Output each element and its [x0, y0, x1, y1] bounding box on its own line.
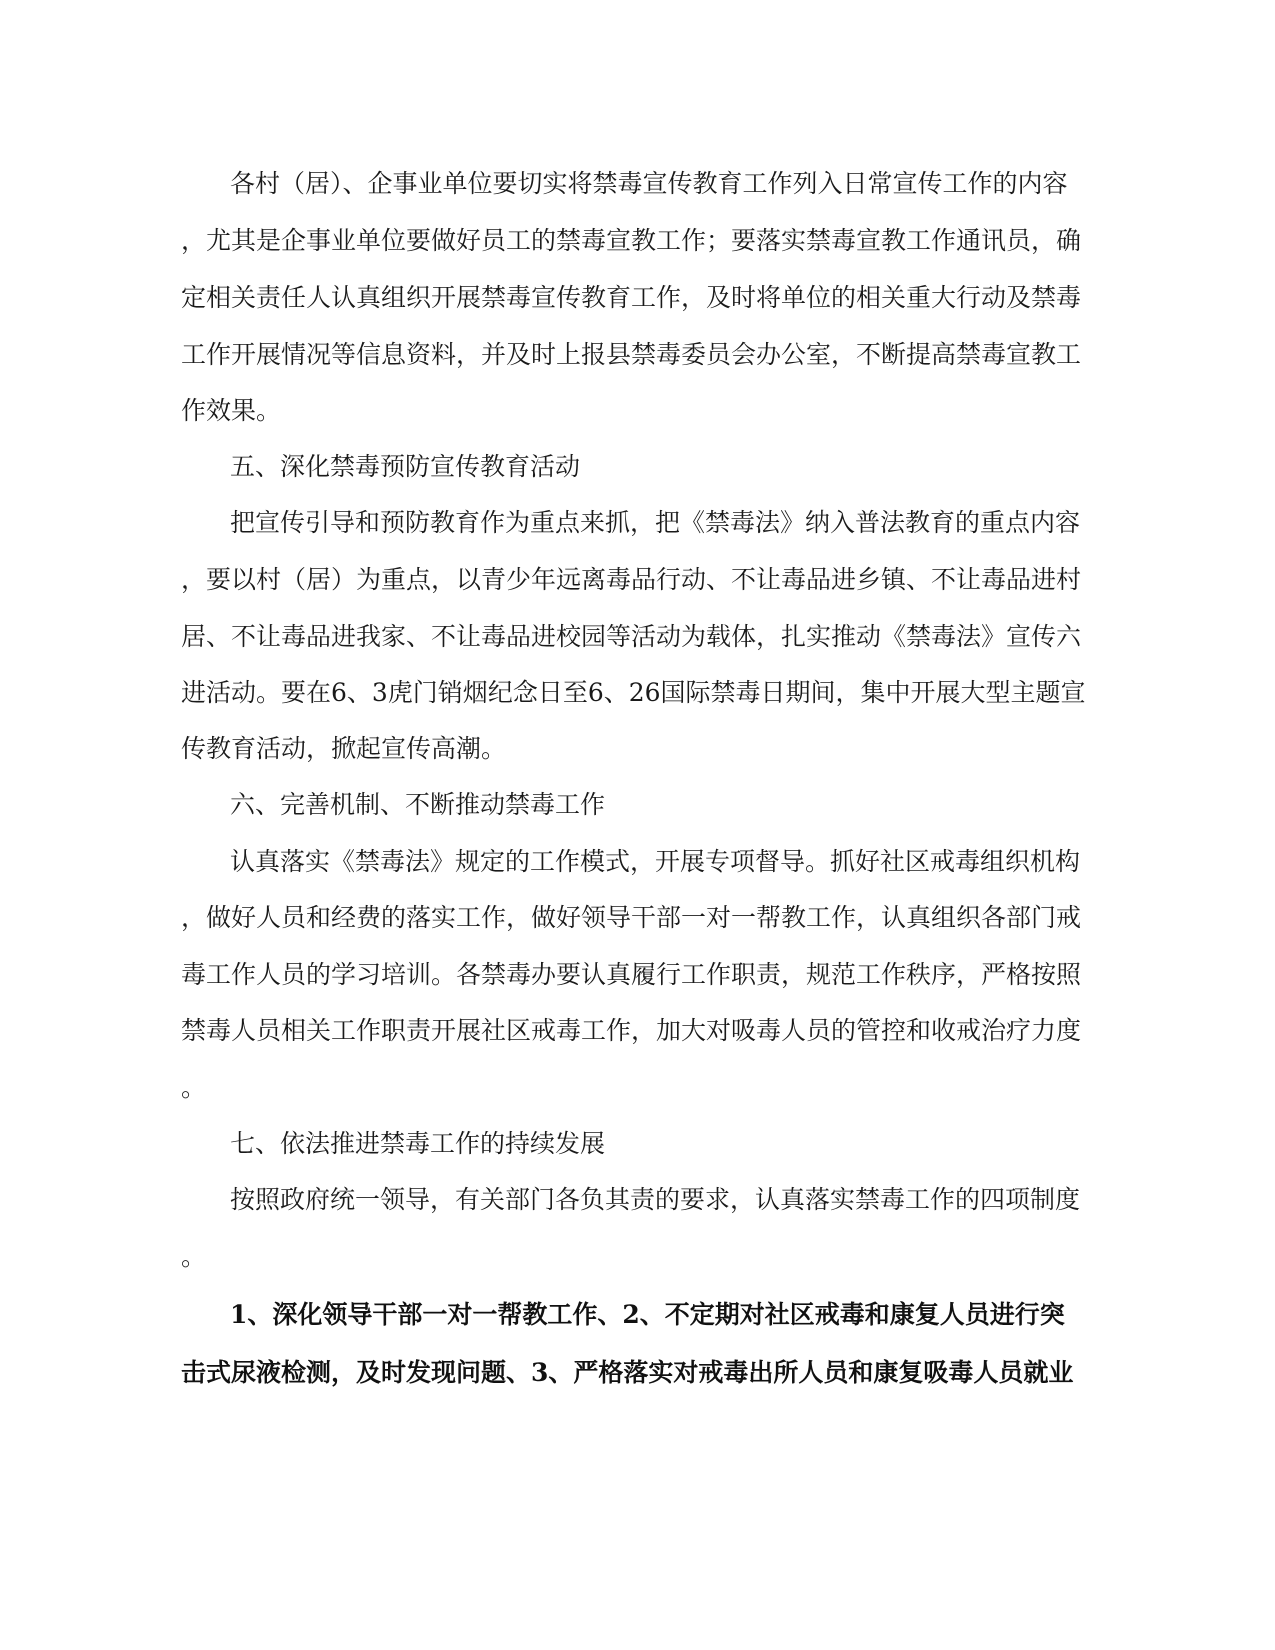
paragraph-1-line-2: ，尤其是企事业单位要做好员工的禁毒宣教工作；要落实禁毒宣教工作通讯员，确 [181, 226, 1082, 255]
paragraph-2-line-3: 居、不让毒品进我家、不让毒品进校园等活动为载体，扎实推动《禁毒法》宣传六 [181, 622, 1082, 651]
paragraph-1-line-1: 各村（居）、企事业单位要切实将禁毒宣传教育工作列入日常宣传工作的内容 [230, 169, 1068, 198]
paragraph-2-line-2: ，要以村（居）为重点，以青少年远离毒品行动、不让毒品进乡镇、不让毒品进村 [181, 565, 1082, 594]
section-heading-6: 六、完善机制、不断推动禁毒工作 [230, 790, 606, 819]
paragraph-2-line-1: 把宣传引导和预防教育作为重点来抓，把《禁毒法》纳入普法教育的重点内容 [230, 508, 1081, 537]
paragraph-1-line-5: 作效果。 [181, 396, 282, 425]
paragraph-4-line-2: 。 [181, 1242, 207, 1271]
paragraph-3-line-5: 。 [181, 1073, 207, 1102]
paragraph-2-line-4: 进活动。要在6、3虎门销烟纪念日至6、26国际禁毒日期间，集中开展大型主题宣 [181, 678, 1086, 707]
paragraph-3-line-1: 认真落实《禁毒法》规定的工作模式，开展专项督导。抓好社区戒毒组织机构 [230, 847, 1081, 876]
paragraph-3-line-2: ，做好人员和经费的落实工作，做好领导干部一对一帮教工作，认真组织各部门戒 [181, 903, 1082, 932]
paragraph-4-line-1: 按照政府统一领导，有关部门各负其责的要求，认真落实禁毒工作的四项制度 [230, 1185, 1081, 1214]
paragraph-1-line-4: 工作开展情况等信息资料，并及时上报县禁毒委员会办公室，不断提高禁毒宣教工 [181, 340, 1082, 369]
paragraph-5-line-2: 击式尿液检测，及时发现问题、3、严格落实对戒毒出所人员和康复吸毒人员就业 [181, 1358, 1074, 1387]
paragraph-3-line-4: 禁毒人员相关工作职责开展社区戒毒工作，加大对吸毒人员的管控和收戒治疗力度 [181, 1016, 1082, 1045]
section-heading-7: 七、依法推进禁毒工作的持续发展 [230, 1129, 606, 1158]
paragraph-3-line-3: 毒工作人员的学习培训。各禁毒办要认真履行工作职责，规范工作秩序，严格按照 [181, 960, 1082, 989]
paragraph-5-line-1: 1、深化领导干部一对一帮教工作、2、不定期对社区戒毒和康复人员进行突 [230, 1300, 1065, 1329]
paragraph-2-line-5: 传教育活动，掀起宣传高潮。 [181, 734, 507, 763]
section-heading-5: 五、深化禁毒预防宣传教育活动 [230, 452, 581, 481]
paragraph-1-line-3: 定相关责任人认真组织开展禁毒宣传教育工作，及时将单位的相关重大行动及禁毒 [181, 283, 1082, 312]
